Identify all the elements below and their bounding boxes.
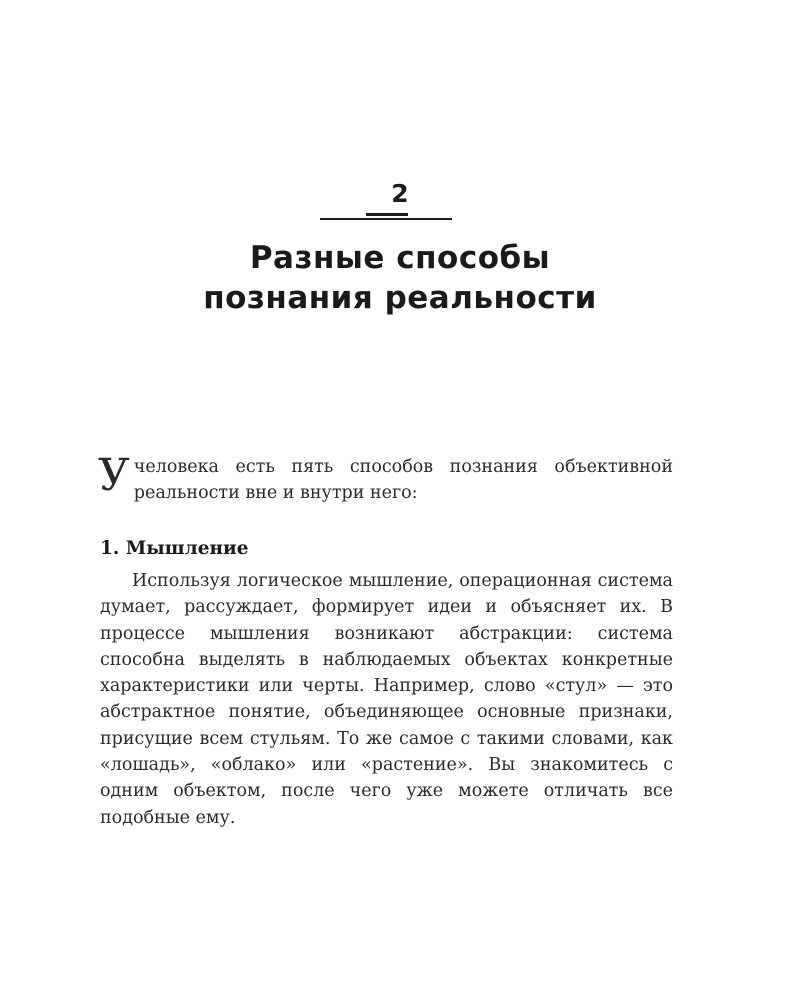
chapter-title-line-2: познания реальности	[203, 280, 597, 316]
body-paragraph: Используя логическое мышление, операционная система думает, рассуждает, формирует идеи и объясняет их. В процессе мышления возникают абстракции: система способна выделять в наблюдаемых объектах конкретные характеристики или черты. Например, слово «стул» — это абстрактное понятие, объединяющее основные признаки, присущие всем стульям. То же самое с такими словами, как «лошадь», «облако» или «растение». Вы знакомитесь с одним объектом, после чего уже можете отличать все подобные ему.	[100, 571, 673, 828]
chapter-rule-accent	[366, 213, 408, 216]
chapter-divider	[320, 218, 452, 220]
intro-paragraph	[98, 450, 673, 507]
chapter-number: 2	[391, 179, 409, 208]
chapter-title	[0, 238, 800, 318]
chapter-title-line-1: Разные способы	[249, 240, 551, 276]
drop-cap: У	[98, 450, 130, 501]
section-heading: 1. Мышление	[100, 538, 249, 559]
intro-text: человека есть пять способов познания объективной реальности вне и внутри него:	[133, 457, 673, 504]
